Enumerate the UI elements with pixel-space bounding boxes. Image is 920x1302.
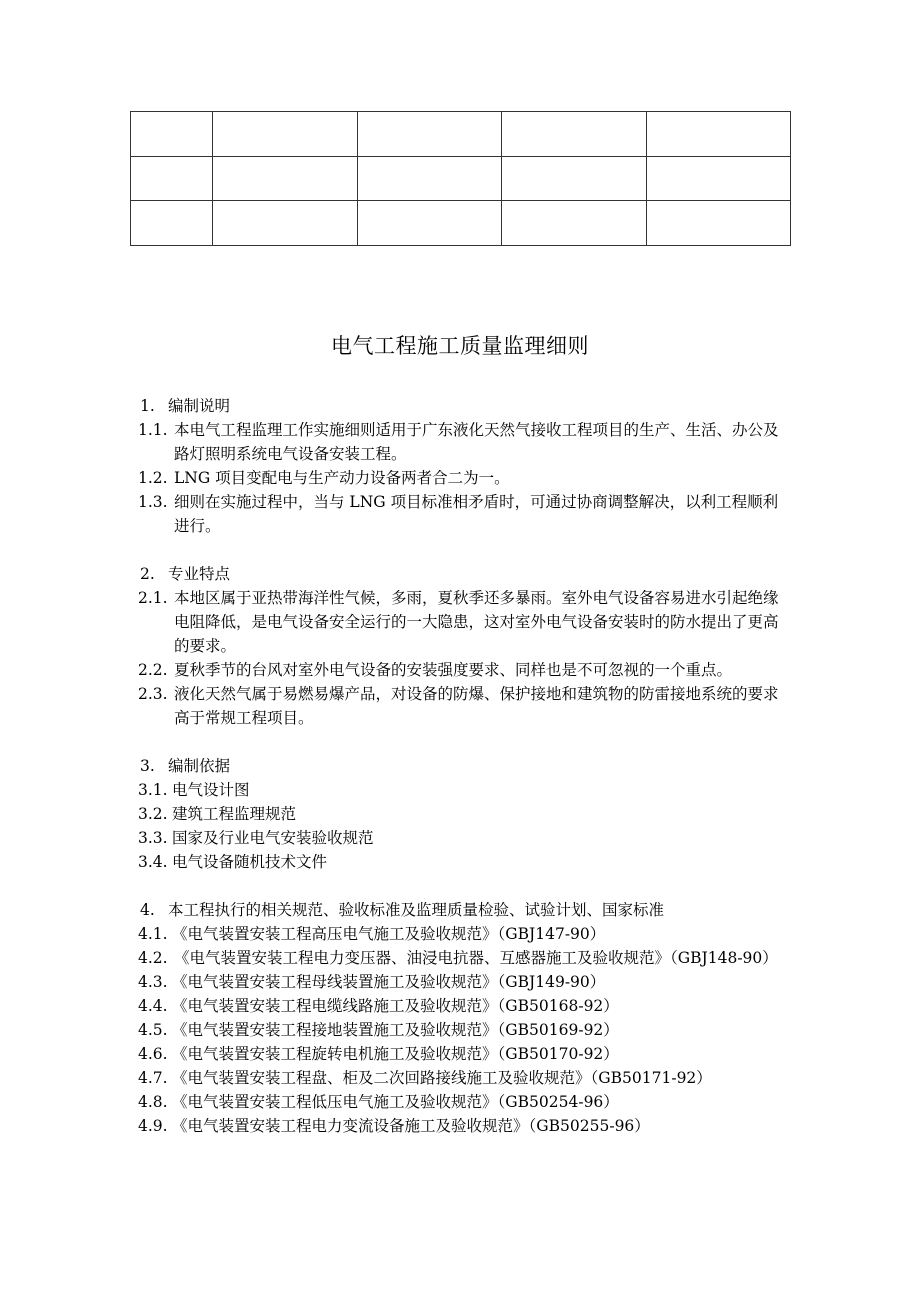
list-item [138,850,790,874]
section-number: 1. [140,397,155,415]
item-number: 4.4. [138,997,168,1015]
item-text: 夏秋季节的台风对室外电气设备的安装强度要求、同样也是不可忽视的一个重点。 [174,661,733,679]
section-number: 3. [140,757,155,775]
item-number: 2.1. [138,589,168,607]
table-row [131,156,791,201]
list-item [138,802,790,826]
item-text: 《电气装置安装工程电力变流设备施工及验收规范》（GB50255-96） [172,1117,650,1135]
table-cell [213,201,358,246]
item-number: 4.6. [138,1045,168,1063]
section-number: 4. [140,901,155,919]
item-number: 3.2. [138,805,168,823]
list-item [138,1090,790,1114]
table-cell [357,201,502,246]
table-cell [646,156,791,201]
item-number: 3.1. [138,781,168,799]
table-row [131,201,791,246]
table-cell [131,156,213,201]
table-cell [357,112,502,157]
section-title: 编制说明 [168,397,231,415]
list-item [138,970,790,994]
list-item [138,658,790,682]
list-item [138,1018,790,1042]
table-cell [646,112,791,157]
item-number: 1.1. [138,421,168,439]
table-cell [213,156,358,201]
item-number: 4.7. [138,1069,168,1087]
item-number: 3.3. [138,829,168,847]
list-item [138,922,790,946]
table-cell [213,112,358,157]
item-number: 4.9. [138,1117,168,1135]
table-cell [357,156,502,201]
list-item [138,946,790,970]
item-text: 《电气装置安装工程接地装置施工及验收规范》（GB50169-92） [172,1021,619,1039]
item-text: 《电气装置安装工程母线装置施工及验收规范》（GBJ149-90） [172,973,606,991]
section-heading [138,394,790,418]
item-text: 国家及行业电气安装验收规范 [172,829,374,847]
section-title: 本工程执行的相关规范、验收标准及监理质量检验、试验计划、国家标准 [168,901,665,919]
list-item [138,778,790,802]
list-item [138,1066,790,1090]
item-text: 细则在实施过程中，当与 LNG 项目标准相矛盾时，可通过协商调整解决，以利工程顺利进行。 [174,493,779,535]
item-text: 《电气装置安装工程电缆线路施工及验收规范》（GB50168-92） [172,997,619,1015]
section-number: 2. [140,565,155,583]
item-text: 《电气装置安装工程电力变压器、油浸电抗器、互感器施工及验收规范》（GBJ148-90） [174,949,778,967]
table-row [131,112,791,157]
item-number: 4.5. [138,1021,168,1039]
item-number: 4.3. [138,973,168,991]
item-text: 电气设备随机技术文件 [172,853,328,871]
item-number: 4.2. [138,949,168,967]
item-number: 3.4. [138,853,168,871]
list-item [138,682,790,730]
item-text: 《电气装置安装工程盘、柜及二次回路接线施工及验收规范》（GB50171-92） [172,1069,712,1087]
item-number: 4.8. [138,1093,168,1111]
table-cell [502,156,647,201]
item-text: 液化天然气属于易燃易爆产品，对设备的防爆、保护接地和建筑物的防雷接地系统的要求高于常规工程项目。 [174,685,779,727]
table-cell [502,112,647,157]
item-text: 《电气装置安装工程旋转电机施工及验收规范》（GB50170-92） [172,1045,619,1063]
section-heading [138,562,790,586]
list-item [138,466,790,490]
list-item [138,586,790,658]
section-title: 编制依据 [168,757,231,775]
document-body [138,394,790,1138]
list-item [138,1114,790,1138]
item-text: 《电气装置安装工程低压电气施工及验收规范》（GB50254-96） [172,1093,619,1111]
table-cell [131,112,213,157]
item-text: 建筑工程监理规范 [172,805,297,823]
header-table [130,111,791,246]
list-item [138,418,790,466]
list-item [138,1042,790,1066]
item-number: 1.3. [138,493,168,511]
list-item [138,490,790,538]
item-number: 4.1. [138,925,168,943]
item-number: 1.2. [138,469,168,487]
item-text: 本地区属于亚热带海洋性气候，多雨，夏秋季还多暴雨。室外电气设备容易进水引起绝缘电阻降低，是电气设备安全运行的一大隐患，这对室外电气设备安装时的防水提出了更高的要求。 [174,589,779,655]
list-item [138,826,790,850]
list-item [138,994,790,1018]
item-number: 2.2. [138,661,168,679]
document-title: 电气工程施工质量监理细则 [331,334,589,358]
table-cell [502,201,647,246]
section-title: 专业特点 [168,565,231,583]
item-number: 2.3. [138,685,168,703]
item-text: LNG 项目变配电与生产动力设备两者合二为一。 [174,469,510,487]
section-heading [138,898,790,922]
item-text: 《电气装置安装工程高压电气施工及验收规范》（GBJ147-90） [172,925,606,943]
section-heading [138,754,790,778]
table-cell [646,201,791,246]
item-text: 电气设计图 [172,781,250,799]
table-cell [131,201,213,246]
item-text: 本电气工程监理工作实施细则适用于广东液化天然气接收工程项目的生产、生活、办公及路灯照明系统电气设备安装工程。 [174,421,779,463]
